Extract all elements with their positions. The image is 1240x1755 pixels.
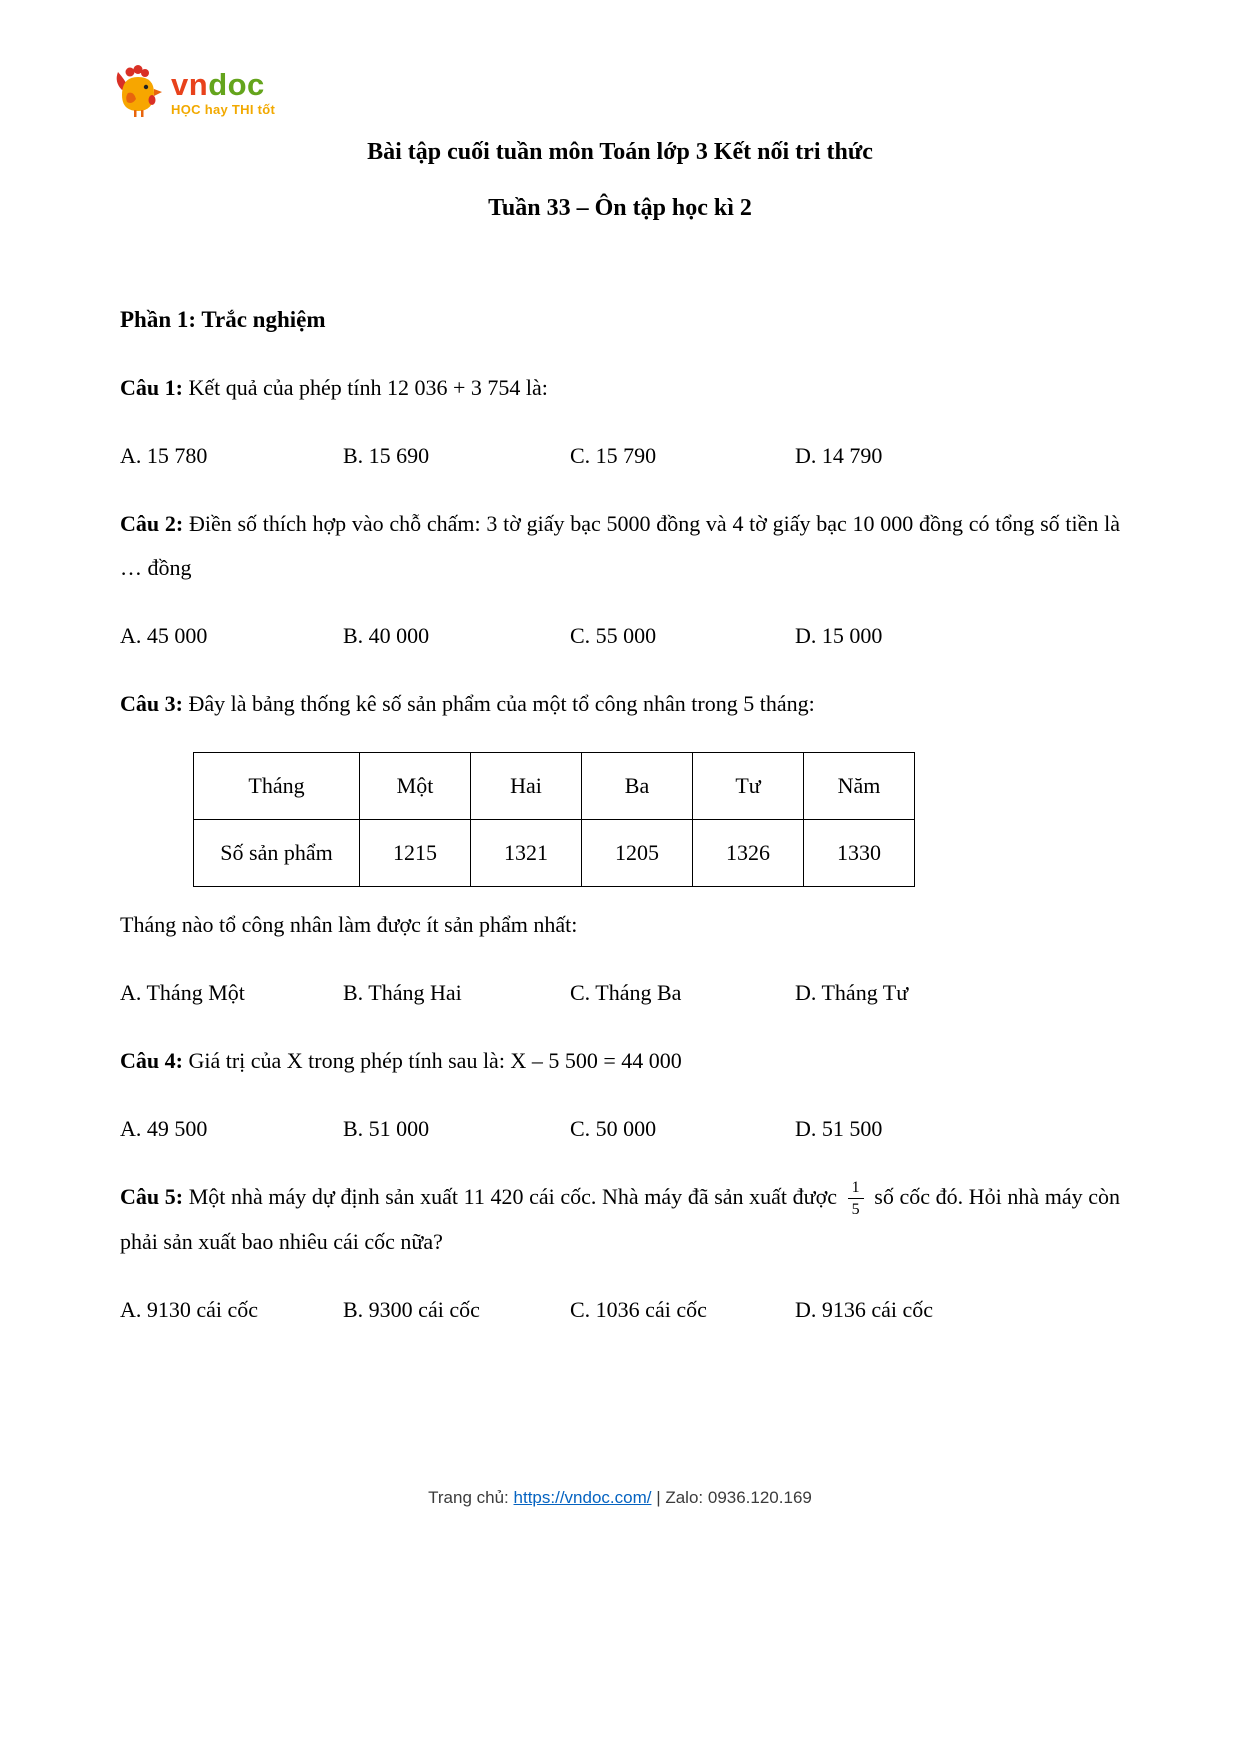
question-1-option-c: C. 15 790 [570,443,657,468]
table-cell-products-3: 1205 [582,820,693,887]
table-cell-month-header: Tháng [194,753,360,820]
footer-suffix: | Zalo: 0936.120.169 [656,1488,812,1507]
footer-prefix: Trang chủ: [428,1488,509,1507]
question-3-option-b: B. Tháng Hai [343,980,462,1005]
question-2-options [120,614,1120,658]
question-3-option-c: C. Tháng Ba [570,980,682,1005]
document-subtitle: Tuần 33 – Ôn tập học kì 2 [488,195,752,221]
question-3 [120,682,1120,726]
question-1-option-d: D. 14 790 [795,443,883,468]
question-5-option-d: D. 9136 cái cốc [795,1297,934,1323]
logo-brand-vn: vn [171,66,209,102]
question-5-label: Câu 5: [120,1184,184,1209]
table-cell-month-2: Hai [471,753,582,820]
table-cell-products-2: 1321 [471,820,582,887]
question-4-label: Câu 4: [120,1048,183,1073]
table-cell-month-3: Ba [582,753,693,820]
question-2-option-b: B. 40 000 [343,623,430,648]
question-4-option-d: D. 51 500 [795,1116,883,1141]
logo-tagline: HỌC hay THI tốt [171,101,276,117]
question-4-text: Giá trị của X trong phép tính sau là: X – 5 500 = 44 000 [188,1048,682,1073]
question-3-option-a: A. Tháng Một [120,980,245,1005]
question-1-options [120,434,1120,478]
question-1-text: Kết quả của phép tính 12 036 + 3 754 là: [188,375,548,400]
question-3-text: Đây là bảng thống kê số sản phẩm của một tổ công nhân trong 5 tháng: [188,691,815,716]
logo-brand-doc: doc [208,66,265,102]
table-cell-products-4: 1326 [693,820,804,887]
question-2-option-c: C. 55 000 [570,623,657,648]
logo-text [171,66,276,117]
question-5-text-before: Một nhà máy dự định sản xuất 11 420 cái cốc. Nhà máy đã sản xuất được [188,1184,837,1209]
question-2-option-d: D. 15 000 [795,623,883,648]
question-4-option-c: C. 50 000 [570,1116,657,1141]
vndoc-logo [112,64,275,120]
fraction-numerator: 1 [848,1177,864,1199]
question-3-option-d: D. Tháng Tư [795,980,909,1005]
logo-brand-name [171,66,275,102]
question-4-option-b: B. 51 000 [343,1116,430,1141]
question-5-option-a: A. 9130 cái cốc [120,1297,259,1323]
question-5 [120,1175,1120,1264]
table-cell-products-label: Số sản phẩm [194,820,360,887]
question-1-label: Câu 1: [120,375,183,400]
question-2-option-a: A. 45 000 [120,623,208,648]
fraction-one-fifth [848,1177,864,1220]
question-2-text: Điền số thích hợp vào chỗ chấm: 3 tờ giấy bạc 5000 đồng và 4 tờ giấy bạc 10 000 đồng có tổng số tiền là … đồng [120,511,1121,580]
table-cell-products-5: 1330 [804,820,915,887]
chicken-mascot-icon [112,64,164,120]
question-5-option-c: C. 1036 cái cốc [570,1297,707,1323]
question-5-text-after: số cốc đó. Hỏi nhà máy còn phải sản xuất bao nhiêu cái cốc nữa? [120,1184,1121,1255]
question-2-label: Câu 2: [120,511,184,536]
question-4-options [120,1107,1120,1151]
question-4 [120,1039,1120,1083]
question-1-option-a: A. 15 780 [120,443,208,468]
table-cell-month-4: Tư [693,753,804,820]
question-1 [120,366,1120,410]
question-4-option-a: A. 49 500 [120,1116,208,1141]
question-5-option-b: B. 9300 cái cốc [343,1297,480,1323]
question-3-follow-up: Tháng nào tổ công nhân làm được ít sản phẩm nhất: [120,912,578,937]
table-data-row [194,820,915,887]
document-title: Bài tập cuối tuần môn Toán lớp 3 Kết nối tri thức [367,139,873,165]
fraction-denominator: 5 [851,1201,860,1219]
homepage-link[interactable]: https://vndoc.com/ [513,1488,652,1507]
table-header-row [194,753,915,820]
question-1-option-b: B. 15 690 [343,443,430,468]
question-2 [120,502,1120,590]
page-footer [0,1488,1240,1508]
production-stats-table [193,752,915,887]
table-cell-month-1: Một [360,753,471,820]
question-3-options [120,971,1120,1015]
table-cell-month-5: Năm [804,753,915,820]
section-heading: Phần 1: Trắc nghiệm [120,307,326,332]
question-5-options [120,1288,1120,1332]
table-cell-products-1: 1215 [360,820,471,887]
question-3-label: Câu 3: [120,691,183,716]
